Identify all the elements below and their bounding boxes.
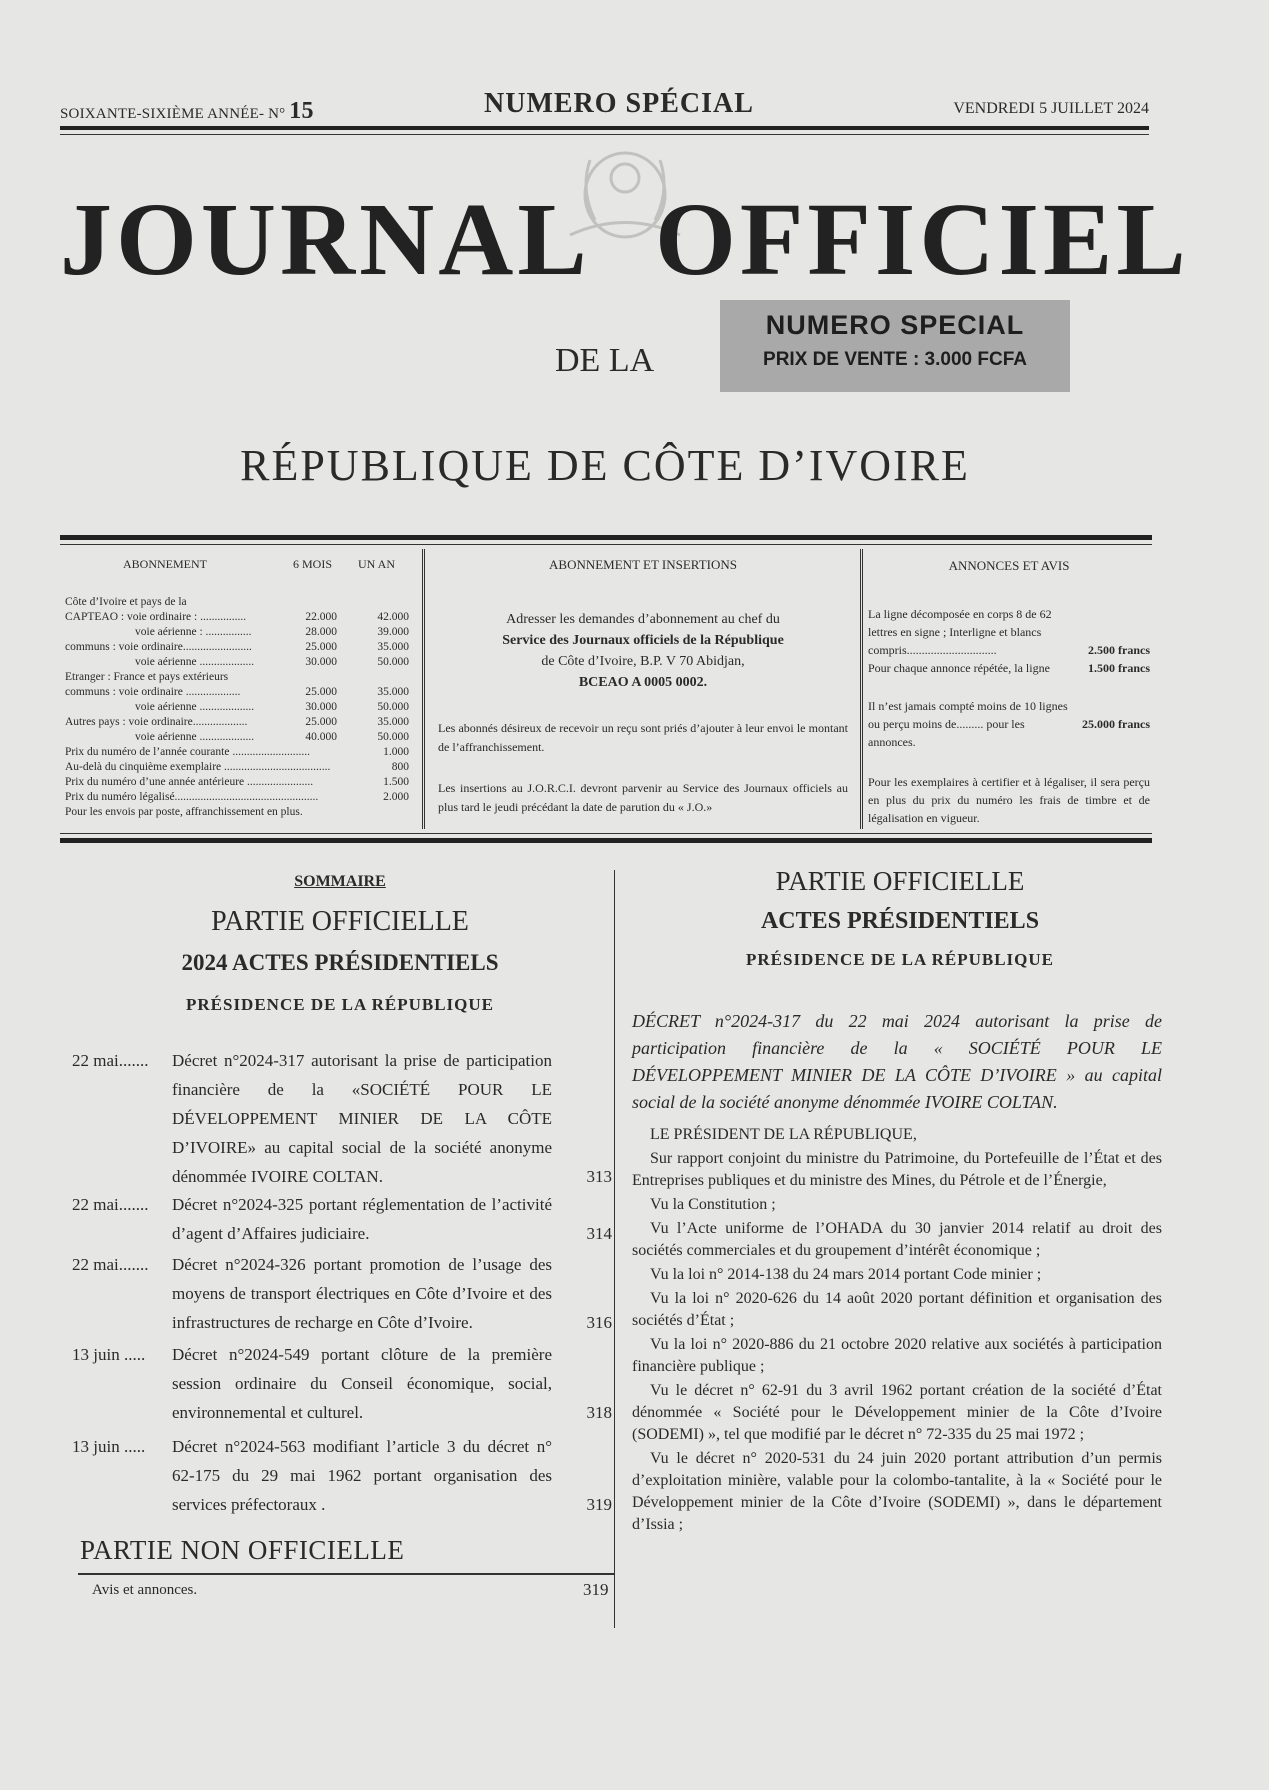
- issue-number: [60, 98, 314, 125]
- rate-label: voie aérienne ...................: [135, 731, 255, 743]
- column-divider: [614, 870, 615, 1628]
- toc-text: Décret n°2024-317 autorisant la prise de participation financière de la «SOCIÉTÉ POUR LE DÉVELOPPEMENT MINIER DE LA CÔTE D’IVOIRE» au capital social de la société anonyme dénommée IVOIRE COLTAN.: [172, 1051, 552, 1186]
- price-row: [65, 790, 415, 805]
- rate-one-year: 50.000: [377, 701, 409, 713]
- prices-list: [65, 745, 415, 820]
- rates-table: [65, 595, 415, 745]
- price-label: Prix du numéro de l’année courante ...........................: [65, 746, 310, 758]
- partie-officielle-heading: PARTIE OFFICIELLE: [775, 866, 1025, 896]
- rate-label: Autres pays : voie ordinaire...................: [65, 716, 248, 728]
- rate-one-year: 50.000: [377, 656, 409, 668]
- decret-paragraph: Vu la loi n° 2020-626 du 14 août 2020 portant définition et organisation des sociétés d’État ;: [632, 1290, 1162, 1329]
- rate-six-months: 40.000: [305, 731, 337, 743]
- rate-row: [65, 610, 415, 625]
- six-months-header: 6 MOIS: [293, 557, 333, 571]
- presidence-heading: PRÉSIDENCE DE LA RÉPUBLIQUE: [745, 950, 1055, 969]
- abonnement-head: [65, 557, 415, 595]
- decret-paragraph: LE PRÉSIDENT DE LA RÉPUBLIQUE,: [650, 1126, 917, 1143]
- decret-body: [632, 1124, 1162, 1538]
- repeat-text: Pour chaque annonce répétée, la ligne: [868, 661, 1050, 675]
- rate-six-months: 30.000: [305, 656, 337, 668]
- rate-row: [65, 670, 415, 685]
- rate-six-months: 28.000: [305, 626, 337, 638]
- price-label: Prix du numéro légalisé..................................................: [65, 791, 319, 803]
- rate-label: voie aérienne : ................: [135, 626, 252, 638]
- toc-entry[interactable]: [72, 1190, 612, 1248]
- address-bank: BCEAO A 0005 0002.: [578, 675, 708, 690]
- price-label: Prix du numéro d’une année antérieure .......................: [65, 776, 314, 788]
- rate-label: Etranger : France et pays extérieurs: [65, 671, 229, 683]
- special-box-price: PRIX DE VENTE : 3.000 FCFA: [763, 349, 1027, 370]
- special-box-title: NUMERO SPECIAL: [765, 310, 1025, 340]
- ligne-rate: [868, 605, 1150, 659]
- insertions-header: ABONNEMENT ET INSERTIONS: [549, 557, 737, 572]
- rate-six-months: 22.000: [305, 611, 337, 623]
- insertions-receipt-note: Les abonnés désireux de recevoir un reçu sont priés d’ajouter à leur envoi le montant de l’affranchissement.: [438, 721, 848, 754]
- one-year-header: UN AN: [358, 557, 396, 571]
- rate-six-months: 25.000: [305, 716, 337, 728]
- insertions-column: [438, 557, 848, 817]
- minimum-amount: 25.000 francs: [1082, 717, 1150, 731]
- ligne-text: La ligne décomposée en corps 8 de 62 lettres en signe ; Interligne et blancs compris..............................: [868, 607, 1052, 657]
- insertions-deadline-note: Les insertions au J.O.R.C.I. devront parvenir au Service des Journaux officiels au plus tard le jeudi précédant la date de parution du « J.O.»: [438, 781, 848, 814]
- price-label: Pour les envois par poste, affranchissement en plus.: [65, 806, 303, 818]
- repeat-amount: 1.500 francs: [1088, 661, 1150, 675]
- section-rule: [78, 1573, 614, 1575]
- sommaire-actes: 2024 ACTES PRÉSIDENTIELS: [181, 950, 499, 975]
- rate-label: communs : voie ordinaire........................: [65, 641, 252, 653]
- price-row: [65, 745, 415, 760]
- price-value: 1.500: [383, 776, 409, 788]
- partie-non-officielle-title: PARTIE NON OFFICIELLE: [80, 1535, 405, 1565]
- toc-page: 318: [586, 1403, 612, 1422]
- toc-page: 313: [586, 1167, 612, 1186]
- decret-paragraph: Vu l’Acte uniforme de l’OHADA du 30 janvier 2014 relatif au droit des sociétés commerciales et du groupement d’intérêt économique ;: [632, 1220, 1162, 1259]
- decret-title: DÉCRET n°2024-317 du 22 mai 2024 autorisant la prise de participation financière de la « SOCIÉTÉ POUR LE DÉVELOPPEMENT MINIER DE LA CÔTE D’IVOIRE » au capital social de la société anonyme dénommée IVOIRE COLTAN.: [632, 1011, 1162, 1112]
- header-rule: [60, 126, 1149, 130]
- toc-entry[interactable]: [72, 1250, 612, 1337]
- rate-row: [65, 595, 415, 610]
- decret-paragraph: Vu le décret n° 2020-531 du 24 juin 2020 portant attribution d’un permis d’exploitation minière, valable pour la colombo-tantalite, à la « Société pour le Développement minier de la Côte d’Ivoire (SODEMI) », dans le département d’Issia ;: [632, 1450, 1162, 1533]
- column-separator: [422, 549, 425, 829]
- sommaire-presidence: PRÉSIDENCE DE LA RÉPUBLIQUE: [185, 995, 495, 1014]
- price-row: [65, 775, 415, 790]
- rate-one-year: 35.000: [377, 641, 409, 653]
- decret-paragraph: Vu la loi n° 2020-886 du 21 octobre 2020 relative aux sociétés à participation financière publique ;: [632, 1336, 1162, 1375]
- journal-title: JOURNAL OFFICIEL: [60, 182, 1190, 297]
- column-separator: [860, 549, 863, 829]
- rate-row: [65, 625, 415, 640]
- rate-one-year: 35.000: [377, 716, 409, 728]
- rate-six-months: 25.000: [305, 686, 337, 698]
- issue-num: 15: [289, 98, 314, 124]
- price-row: [65, 805, 415, 820]
- rate-row: [65, 685, 415, 700]
- rate-label: communs : voie ordinaire ...................: [65, 686, 241, 698]
- toc-entry[interactable]: [72, 1432, 612, 1519]
- decret-paragraph: Sur rapport conjoint du ministre du Patrimoine, du Portefeuille de l’État et des Entreprises publiques et du ministre des Mines, du Pétrole et de l’Énergie,: [632, 1150, 1162, 1189]
- insertions-address: [438, 609, 848, 693]
- band-rule: [60, 544, 1152, 545]
- toc-date: 22 mai.......: [72, 1051, 149, 1070]
- sommaire-partie-officielle: PARTIE OFFICIELLE: [211, 906, 469, 937]
- price-value: 800: [391, 761, 409, 773]
- rate-six-months: 30.000: [305, 701, 337, 713]
- address-line: Adresser les demandes d’abonnement au chef du: [506, 612, 780, 627]
- rate-one-year: 50.000: [377, 731, 409, 743]
- rate-row: [65, 640, 415, 655]
- toc-page: 314: [586, 1224, 612, 1243]
- rate-label: Côte d’Ivoire et pays de la: [65, 596, 187, 608]
- price-value: 2.000: [383, 791, 409, 803]
- toc-date: 22 mai.......: [72, 1195, 149, 1214]
- price-row: [65, 760, 415, 775]
- address-service: Service des Journaux officiels de la République: [502, 633, 784, 648]
- special-price-box: [720, 300, 1070, 392]
- price-value: 1.000: [383, 746, 409, 758]
- rate-row: [65, 730, 415, 745]
- abonnement-column: [65, 557, 415, 820]
- publication-date: VENDREDI 5 JUILLET 2024: [953, 100, 1149, 117]
- special-issue-label: NUMERO SPÉCIAL: [484, 88, 754, 119]
- toc-date: 13 juin .....: [72, 1345, 146, 1364]
- rate-label: voie aérienne ...................: [135, 656, 255, 668]
- rate-one-year: 35.000: [377, 686, 409, 698]
- header-rule-thin: [60, 134, 1149, 135]
- rate-row: [65, 655, 415, 670]
- ligne-amount: 2.500 francs: [1088, 643, 1150, 657]
- toc-text: Décret n°2024-326 portant promotion de l’usage des moyens de transport électriques en Côte d’Ivoire et des infrastructures de recharge en Côte d’Ivoire.: [172, 1255, 552, 1332]
- toc-entry[interactable]: [72, 1046, 612, 1191]
- de-la-label: DE LA: [555, 342, 655, 379]
- decret-paragraph: Vu le décret n° 62-91 du 3 avril 1962 portant création de la société d’État dénommée « Société pour le Développement minier de la Côte d’Ivoire (SODEMI) », tel que modifié par le décret n° 72-335 du 25 mai 1972 ;: [632, 1382, 1162, 1443]
- rate-six-months: 25.000: [305, 641, 337, 653]
- minimum-text: Il n’est jamais compté moins de 10 lignes ou perçu moins de......... pour les annonces.: [868, 699, 1068, 749]
- toc-date: 22 mai.......: [72, 1255, 149, 1274]
- avis-entry[interactable]: Avis et annonces.: [92, 1582, 198, 1598]
- annonces-header: ANNONCES ET AVIS: [948, 558, 1070, 573]
- rate-one-year: 42.000: [377, 611, 409, 623]
- republic-title: RÉPUBLIQUE DE CÔTE D’IVOIRE: [240, 441, 970, 490]
- issue-label: SOIXANTE-SIXIÈME ANNÉE- N°: [60, 106, 286, 122]
- toc-date: 13 juin .....: [72, 1437, 146, 1456]
- annonces-column: [868, 557, 1150, 827]
- toc-text: Décret n°2024-549 portant clôture de la première session ordinaire du Conseil économique, social, environnemental et culturel.: [172, 1345, 552, 1422]
- repeat-rate: [868, 659, 1150, 677]
- decret-paragraph: Vu la Constitution ;: [650, 1196, 776, 1213]
- band-rule: [60, 833, 1152, 834]
- toc-text: Décret n°2024-325 portant réglementation de l’activité d’agent d’Affaires judiciaire.: [172, 1195, 552, 1243]
- toc-page: 316: [586, 1313, 612, 1332]
- abonnement-header: ABONNEMENT: [123, 557, 207, 571]
- rate-one-year: 39.000: [377, 626, 409, 638]
- toc-page: 319: [586, 1495, 612, 1514]
- actes-presidentiels-heading: ACTES PRÉSIDENTIELS: [760, 908, 1040, 934]
- rate-label: CAPTEAO : voie ordinaire : ................: [65, 611, 247, 623]
- certification-note: Pour les exemplaires à certifier et à légaliser, il sera perçu en plus du prix du numéro les frais de timbre et de légalisation en vigueur.: [868, 775, 1150, 825]
- address-line: de Côte d’Ivoire, B.P. V 70 Abidjan,: [541, 654, 745, 669]
- band-rule: [60, 838, 1152, 843]
- toc-entry[interactable]: [72, 1340, 612, 1427]
- minimum-rate: [868, 697, 1150, 751]
- band-rule: [60, 535, 1152, 540]
- header-line: [60, 88, 1149, 128]
- price-label: Au-delà du cinquième exemplaire .....................................: [65, 761, 331, 773]
- toc-text: Décret n°2024-563 modifiant l’article 3 du décret n° 62-175 du 29 mai 1962 portant organisation des services préfectoraux .: [172, 1437, 552, 1514]
- decret-paragraph: Vu la loi n° 2014-138 du 24 mars 2014 portant Code minier ;: [650, 1266, 1042, 1283]
- sommaire-title: SOMMAIRE: [294, 873, 386, 890]
- subscription-band: [60, 535, 1152, 843]
- rate-row: [65, 700, 415, 715]
- avis-page: 319: [583, 1580, 609, 1599]
- rate-row: [65, 715, 415, 730]
- rate-label: voie aérienne ...................: [135, 701, 255, 713]
